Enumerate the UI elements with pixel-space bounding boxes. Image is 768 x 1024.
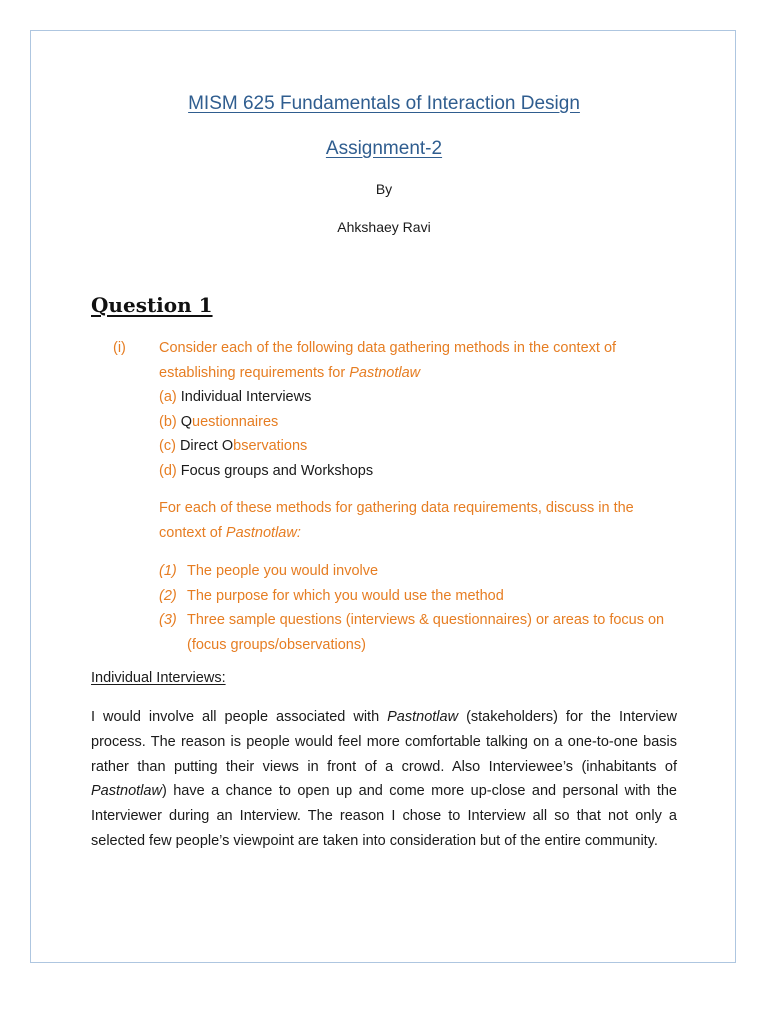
discussion-point-number: (1)	[159, 563, 177, 579]
paragraph-text: I would involve all people associated with	[91, 709, 388, 725]
method-item-c	[159, 434, 683, 459]
discussion-point	[159, 608, 683, 657]
discussion-point	[159, 584, 683, 609]
paragraph-product: Pastnotlaw	[91, 783, 162, 800]
question-block	[113, 336, 683, 657]
body-paragraph	[91, 705, 677, 854]
discussion-point-text: The purpose for which you would use the method	[187, 587, 504, 604]
question-number: (i)	[113, 340, 126, 356]
by-label: By	[375, 181, 393, 197]
question-followup	[159, 496, 683, 545]
method-item-a	[159, 385, 683, 410]
discussion-point-number: (2)	[159, 587, 177, 604]
discussion-point	[159, 559, 683, 584]
method-item-b	[159, 410, 683, 435]
author-name: Ahkshaey Ravi	[337, 219, 431, 235]
discussion-points	[159, 559, 683, 657]
question-followup-text: For each of these methods for gathering data requirements, discuss in the context of	[159, 500, 634, 541]
method-label-tail: bservations	[233, 438, 308, 454]
paragraph-text: ) have a chance to open up and come more up-close and personal with the Interviewer during an Interview. The reason I chose to Interview all so that not only a selected few people’s viewpoint are taken into consideration but of the entire community.	[91, 783, 677, 849]
question-body	[159, 336, 683, 657]
method-label: Individual Interviews	[176, 389, 312, 405]
paragraph-text: (stakeholders) for the Interview process. The reason is people would feel more comfortable talking on a one-to-one basis rather than putting their views in front of a crowd. Also Interviewee’s (inhabitants of	[91, 709, 678, 775]
method-label-tail: uestionnaires	[192, 413, 279, 430]
document-title: MISM 625 Fundamentals of Interaction Design	[188, 93, 580, 114]
document-subtitle: Assignment-2	[325, 138, 443, 159]
method-label: Focus groups and Workshops	[176, 462, 374, 479]
method-label: Direct O	[175, 438, 234, 454]
question-prompt	[159, 336, 683, 385]
method-letter: (b)	[159, 413, 177, 430]
question-followup-product: Pastnotlaw:	[225, 524, 301, 541]
discussion-point-text: Three sample questions (interviews & questionnaires) or areas to focus on (focus groups/observations)	[187, 612, 665, 653]
paragraph-product: Pastnotlaw	[387, 709, 459, 725]
discussion-point-text: The people you would involve	[187, 563, 379, 579]
method-letter: (a)	[159, 389, 177, 405]
method-letter: (d)	[159, 462, 177, 479]
method-letter: (c)	[159, 438, 176, 454]
method-label: Q	[176, 413, 193, 430]
method-item-d	[159, 459, 683, 484]
question-prompt-text: Consider each of the following data gathering methods in the context of establishing requirements for	[159, 340, 617, 381]
question-heading: Question 1	[91, 293, 213, 317]
question-prompt-product: Pastnotlaw	[349, 364, 421, 381]
section-heading: Individual Interviews:	[91, 670, 226, 686]
discussion-point-number: (3)	[159, 612, 177, 628]
